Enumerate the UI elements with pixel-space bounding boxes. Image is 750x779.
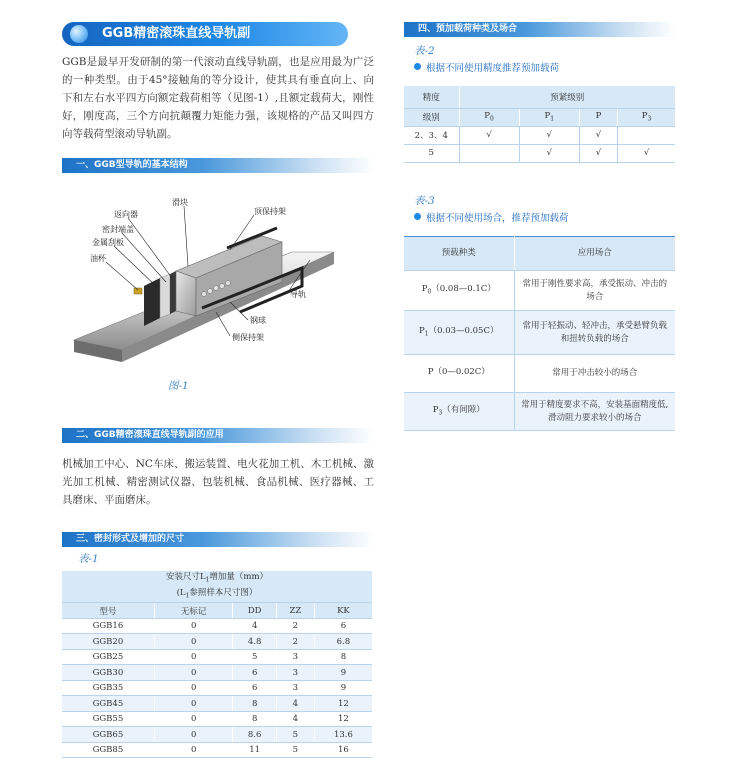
- cell: $P_3$（有间隙）: [404, 393, 514, 431]
- table3-note: [414, 210, 569, 224]
- table-row: [62, 649, 372, 665]
- cell: GGB85: [62, 742, 154, 758]
- cell: 5: [233, 649, 276, 665]
- table-row: [62, 665, 372, 681]
- cell: 6.8: [314, 634, 372, 650]
- table-row: [404, 144, 675, 162]
- cell: 常用于轻振动、轻冲击，承受悬臂负载和扭转负载的场合: [514, 311, 675, 355]
- cell: 0: [154, 634, 233, 650]
- cell: √: [519, 144, 579, 162]
- cell: 16: [314, 742, 372, 758]
- seal-dimension-table: [62, 571, 372, 758]
- cell: 0: [154, 727, 233, 743]
- table1-header-title: 安装尺寸$L_1$增加量（mm） ($L_1$参照样本尺寸图）: [62, 571, 372, 603]
- table-row: [62, 711, 372, 727]
- section-bar-preload: 四、预加载荷种类及场合: [404, 22, 675, 37]
- col-precision: 精度: [404, 86, 459, 108]
- cell: 常用于精度要求不高，安装基面精度低,滑动阻力要求较小的场合: [514, 393, 675, 431]
- col-dd: DD: [233, 603, 276, 619]
- table2-header-row: [404, 86, 675, 108]
- label-oil-cup: 油杯: [90, 254, 106, 263]
- table1-caption: 表-1: [78, 553, 99, 565]
- cell: 常用于刚性要求高，承受振动、冲击的场合: [514, 271, 675, 311]
- level-p0: $P_0$: [459, 108, 519, 126]
- cell: 6: [233, 665, 276, 681]
- col-kk: KK: [314, 603, 372, 619]
- cell: [618, 126, 675, 144]
- cell: $P_0(0.08—0.1C)$: [404, 271, 514, 311]
- cell: 6: [314, 618, 372, 634]
- oil-cup: [134, 288, 142, 294]
- cell: √: [459, 126, 519, 144]
- table2-note: [414, 60, 559, 74]
- cell: GGB55: [62, 711, 154, 727]
- level-p3: $P_3$: [618, 108, 675, 126]
- cell: 4.8: [233, 634, 276, 650]
- table-row: [404, 126, 675, 144]
- col-model: 型号: [62, 603, 154, 619]
- table-row: [62, 727, 372, 743]
- level-p: P: [579, 108, 617, 126]
- row-grade-label: 级别: [404, 108, 459, 126]
- cell: 5: [276, 742, 314, 758]
- cell: GGB30: [62, 665, 154, 681]
- cell: 3: [276, 680, 314, 696]
- cell: 0: [154, 711, 233, 727]
- table-row: [62, 696, 372, 712]
- level-p1: $P_1$: [519, 108, 579, 126]
- precision-preload-table: [404, 86, 675, 163]
- col-usage: 应用场合: [514, 237, 675, 271]
- table3-caption: 表-3: [414, 195, 435, 207]
- cell: 0: [154, 665, 233, 681]
- table-row: [404, 393, 675, 431]
- label-rail: 导轨: [290, 290, 306, 299]
- table2-level-row: [404, 108, 675, 126]
- table-row: [62, 618, 372, 634]
- table3-note-text: 根据不同使用场合，推荐预加载荷: [426, 213, 569, 224]
- label-slider: 滑块: [172, 198, 188, 207]
- table1-column-row: [62, 603, 372, 619]
- cell: 0: [154, 742, 233, 758]
- cell: GGB25: [62, 649, 154, 665]
- cell: 9: [314, 665, 372, 681]
- cell: 5: [404, 144, 459, 162]
- table-row: [404, 355, 675, 393]
- title-disc-icon: [70, 25, 88, 43]
- col-none: 无标记: [154, 603, 233, 619]
- table2-caption: 表-2: [414, 45, 435, 57]
- figure-caption: 图-1: [168, 380, 189, 392]
- cell: GGB35: [62, 680, 154, 696]
- label-returner: 返向器: [114, 210, 138, 219]
- preload-usage-table: [404, 236, 675, 431]
- bullet-icon: [414, 213, 421, 220]
- section-bar-seal: 三、密封形式及增加的尺寸: [62, 532, 374, 547]
- table-row: [404, 271, 675, 311]
- label-metal-scraper: 金属刮板: [92, 238, 124, 247]
- cell: 常用于冲击较小的场合: [514, 355, 675, 393]
- label-ball: 钢球: [250, 316, 266, 325]
- cell: 8.6: [233, 727, 276, 743]
- cell: 9: [314, 680, 372, 696]
- cell: 11: [233, 742, 276, 758]
- cell: √: [579, 144, 617, 162]
- label-top-retainer: 顶保持架: [254, 207, 286, 216]
- label-side-retainer: 侧保持架: [232, 333, 264, 342]
- cell: 4: [276, 696, 314, 712]
- cell: 4: [233, 618, 276, 634]
- cell: GGB65: [62, 727, 154, 743]
- cell: √: [618, 144, 675, 162]
- page-title: [62, 22, 348, 46]
- table3-header-row: [404, 237, 675, 271]
- cell: GGB20: [62, 634, 154, 650]
- cell: 2: [276, 634, 314, 650]
- cell: 0: [154, 618, 233, 634]
- col-preload-type: 预载种类: [404, 237, 514, 271]
- section-bar-structure: 一、GGB型导轨的基本结构: [62, 158, 374, 173]
- cell: 8: [233, 711, 276, 727]
- cell: 3: [276, 649, 314, 665]
- table1-header-row: [62, 571, 372, 603]
- cell: 8: [314, 649, 372, 665]
- cell: 2: [276, 618, 314, 634]
- structure-diagram: [62, 190, 367, 370]
- cell: 3: [276, 665, 314, 681]
- table-row: [62, 680, 372, 696]
- cell: $P_1(0.03—0.05C)$: [404, 311, 514, 355]
- cell: 12: [314, 711, 372, 727]
- bullet-icon: [414, 63, 421, 70]
- col-zz: ZZ: [276, 603, 314, 619]
- table-row: [404, 311, 675, 355]
- cell: P（0—0.02C）: [404, 355, 514, 393]
- cell: 0: [154, 696, 233, 712]
- cell: 5: [276, 727, 314, 743]
- section-bar-application: 二、GGB精密滚珠直线导轨副的应用: [62, 428, 374, 443]
- intro-paragraph: GGB是最早开发研制的第一代滚动直线导轨副，也是应用最为广泛的一种类型。由于45°接触角的等分设计，使其具有垂直向上、向下和左右水平四方向额定载荷相等（见图-1）,且额定载荷大，刚性好，刚度高，三个方向抗颠覆力矩能力强，该规格的产品又叫四方向等载荷型滚动导轨副。: [62, 56, 374, 140]
- cell: 6: [233, 680, 276, 696]
- table2-note-text: 根据不同使用精度推荐预加载荷: [426, 63, 560, 74]
- cell: GGB45: [62, 696, 154, 712]
- table-row: [62, 742, 372, 758]
- cell: 0: [154, 649, 233, 665]
- cell: √: [519, 126, 579, 144]
- cell: 13.6: [314, 727, 372, 743]
- cell: [459, 144, 519, 162]
- cell: 4: [276, 711, 314, 727]
- page-title-text: GGB精密滚珠直线导轨副: [102, 26, 251, 41]
- cell: 0: [154, 680, 233, 696]
- label-end-seal: 密封端盖: [102, 225, 134, 234]
- cell: √: [579, 126, 617, 144]
- application-paragraph: 机械加工中心、NC车床、搬运装置、电火花加工机、木工机械、激光加工机械、精密测试仪器、包装机械、食品机械、医疗器械、工具磨床、平面磨床。: [62, 458, 374, 506]
- cell: 8: [233, 696, 276, 712]
- cell: 12: [314, 696, 372, 712]
- cell: 2、3、4: [404, 126, 459, 144]
- col-preload-level: 预紧级别: [459, 86, 675, 108]
- table-row: [62, 634, 372, 650]
- cell: GGB16: [62, 618, 154, 634]
